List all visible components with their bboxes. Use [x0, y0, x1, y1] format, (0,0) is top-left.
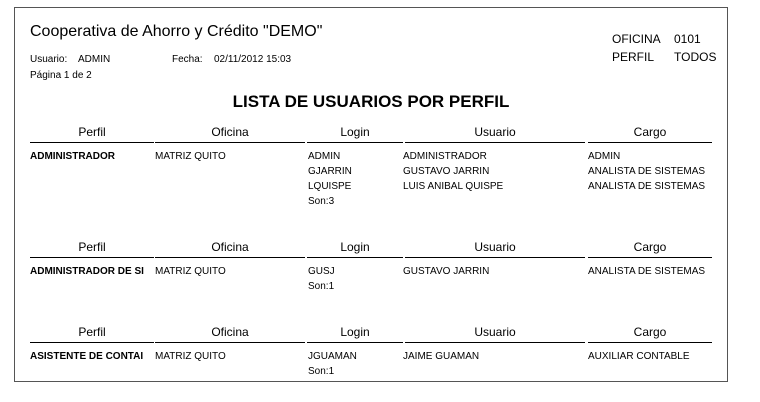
col-header-login: Login — [340, 325, 370, 339]
header-rule — [588, 142, 712, 143]
usuario-cell: GUSTAVO JARRIN — [403, 166, 490, 177]
login-cell: LQUISPE — [308, 181, 352, 192]
report-title: LISTA DE USUARIOS POR PERFIL — [232, 92, 510, 111]
user-value: ADMIN — [78, 54, 111, 65]
count-label: Son:1 — [308, 281, 335, 292]
report-page — [14, 7, 728, 382]
col-header-usuario: Usuario — [474, 125, 516, 139]
usuario-cell: ADMINISTRADOR — [403, 151, 487, 162]
header-rule — [405, 342, 585, 343]
profile-value: TODOS — [674, 50, 717, 64]
col-header-oficina: Oficina — [211, 125, 249, 139]
usuario-cell: GUSTAVO JARRIN — [403, 266, 490, 277]
count-label: Son:1 — [308, 366, 335, 377]
oficina-name: MATRIZ QUITO — [155, 266, 226, 277]
office-value: 0101 — [674, 32, 701, 46]
oficina-name: MATRIZ QUITO — [155, 351, 226, 362]
col-header-perfil: Perfil — [78, 325, 106, 339]
header-rule — [30, 257, 154, 258]
col-header-usuario: Usuario — [474, 325, 516, 339]
header-rule — [155, 342, 305, 343]
cargo-cell: ANALISTA DE SISTEMAS — [588, 266, 706, 277]
header-rule — [307, 342, 403, 343]
col-header-perfil: Perfil — [78, 240, 106, 254]
page-indicator: Página 1 de 2 — [30, 70, 92, 81]
login-cell: GJARRIN — [308, 166, 352, 177]
count-label: Son:3 — [308, 196, 335, 207]
login-cell: JGUAMAN — [308, 351, 357, 362]
header-rule — [155, 142, 305, 143]
cargo-cell: AUXILIAR CONTABLE — [588, 351, 690, 362]
col-header-cargo: Cargo — [633, 125, 667, 139]
col-header-perfil: Perfil — [78, 125, 106, 139]
header-rule — [155, 257, 305, 258]
col-header-cargo: Cargo — [633, 240, 667, 254]
header-rule — [588, 257, 712, 258]
office-label: OFICINA — [612, 32, 661, 46]
perfil-name: ADMINISTRADOR DE SI — [30, 266, 144, 277]
usuario-cell: JAIME GUAMAN — [403, 351, 480, 362]
header-rule — [405, 257, 585, 258]
perfil-name: ASISTENTE DE CONTAI — [30, 351, 144, 362]
col-header-usuario: Usuario — [474, 240, 516, 254]
col-header-oficina: Oficina — [211, 325, 249, 339]
col-header-cargo: Cargo — [633, 325, 667, 339]
header-rule — [588, 342, 712, 343]
company-name: Cooperativa de Ahorro y Crédito "DEMO" — [30, 23, 323, 40]
user-label: Usuario: — [30, 54, 68, 65]
header-rule — [405, 142, 585, 143]
cargo-cell: ANALISTA DE SISTEMAS — [588, 181, 706, 192]
header-rule — [307, 257, 403, 258]
cargo-cell: ADMIN — [588, 151, 621, 162]
header-rule — [307, 142, 403, 143]
cargo-cell: ANALISTA DE SISTEMAS — [588, 166, 706, 177]
header-rule — [30, 142, 154, 143]
login-cell: GUSJ — [308, 266, 335, 277]
header-rule — [30, 342, 154, 343]
date-label: Fecha: — [172, 54, 203, 65]
oficina-name: MATRIZ QUITO — [155, 151, 226, 162]
profile-label: PERFIL — [612, 50, 655, 64]
usuario-cell: LUIS ANIBAL QUISPE — [403, 181, 504, 192]
col-header-oficina: Oficina — [211, 240, 249, 254]
perfil-name: ADMINISTRADOR — [30, 151, 115, 162]
date-value: 02/11/2012 15:03 — [214, 54, 292, 65]
col-header-login: Login — [340, 125, 370, 139]
login-cell: ADMIN — [308, 151, 341, 162]
col-header-login: Login — [340, 240, 370, 254]
